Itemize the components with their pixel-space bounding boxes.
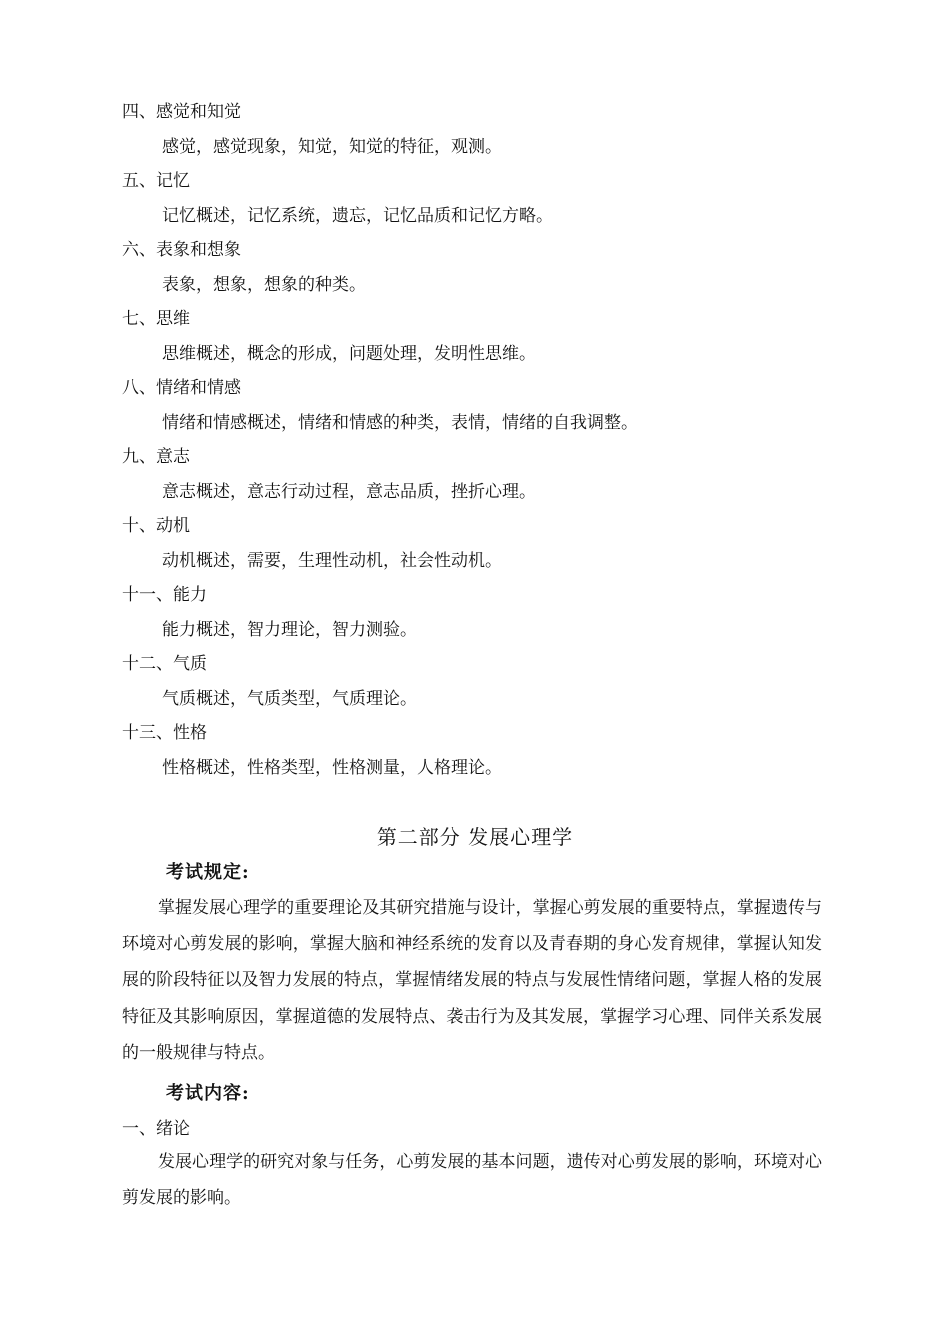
section-heading: 八、情绪和情感 (122, 378, 241, 398)
section-content: 思维概述，概念的形成，问题处理，发明性思维。 (162, 344, 536, 364)
section-content: 气质概述，气质类型，气质理论。 (162, 689, 417, 709)
section-heading: 一、绪论 (122, 1119, 190, 1139)
section-heading: 十三、性格 (122, 723, 207, 743)
section-content: 情绪和情感概述，情绪和情感的种类，表情，情绪的自我调整。 (162, 413, 638, 433)
section-heading: 七、思维 (122, 309, 190, 329)
section-heading: 十一、能力 (122, 585, 207, 605)
section-content: 动机概述，需要，生理性动机，社会性动机。 (162, 551, 502, 571)
section-content: 能力概述，智力理论，智力测验。 (162, 620, 417, 640)
section-heading: 十二、气质 (122, 654, 207, 674)
section-content: 记忆概述，记忆系统，遗忘，记忆品质和记忆方略。 (162, 206, 553, 226)
section-content: 感觉，感觉现象，知觉，知觉的特征，观测。 (162, 137, 502, 157)
section-heading: 六、表象和想象 (122, 240, 241, 260)
section-heading: 四、感觉和知觉 (122, 102, 241, 122)
exam-rules-paragraph: 掌握发展心理学的重要理论及其研究措施与设计，掌握心剪发展的重要特点，掌握遗传与环境对心剪发展的影响，掌握大脑和神经系统的发育以及青春期的身心发育规律，掌握认知发展的阶段特征以及智力发展的特点，掌握情绪发展的特点与发展性情绪问题，掌握人格的发展特征及其影响原因，掌握道德的发展特点、袭击行为及其发展，掌握学习心理、同伴关系发展的一般规律与特点。 (122, 898, 822, 1063)
section-content: 表象，想象，想象的种类。 (162, 275, 366, 295)
section-paragraph: 发展心理学的研究对象与任务，心剪发展的基本问题，遗传对心剪发展的影响，环境对心剪发展的影响。 (122, 1152, 822, 1209)
section-content: 性格概述，性格类型，性格测量，人格理论。 (162, 758, 502, 778)
part-title: 第二部分 发展心理学 (376, 825, 574, 849)
section-heading: 五、记忆 (122, 171, 190, 191)
section-content: 意志概述，意志行动过程，意志品质，挫折心理。 (162, 482, 536, 502)
section-heading: 九、意志 (122, 447, 190, 467)
exam-content-label: 考试内容: (166, 1083, 250, 1104)
exam-rules-label: 考试规定: (166, 862, 250, 883)
section-heading: 十、动机 (122, 516, 190, 536)
